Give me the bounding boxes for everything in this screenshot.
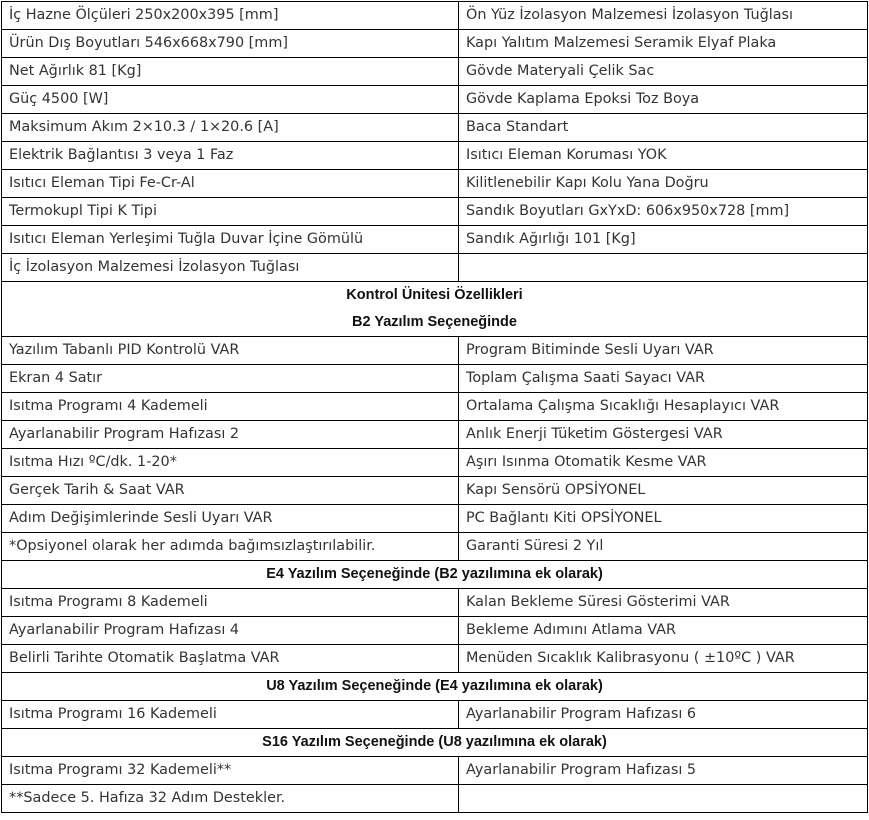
spec-cell-right: Menüden Sıcaklık Kalibrasyonu ( ±10ºC ) VAR: [459, 645, 868, 673]
spec-cell-right: PC Bağlantı Kiti OPSİYONEL: [459, 505, 868, 533]
spec-cell-right: [459, 254, 868, 282]
spec-row: [2, 785, 868, 813]
spec-cell-left: Net Ağırlık 81 [Kg]: [2, 58, 459, 86]
spec-row: [2, 505, 868, 533]
section-header: S16 Yazılım Seçeneğinde (U8 yazılımına ek olarak): [2, 729, 868, 757]
spec-cell-left: İç Hazne Ölçüleri 250x200x395 [mm]: [2, 2, 459, 30]
spec-cell-right: Sandık Ağırlığı 101 [Kg]: [459, 226, 868, 254]
spec-cell-right: Anlık Enerji Tüketim Göstergesi VAR: [459, 421, 868, 449]
spec-cell-left: Isıtıcı Eleman Tipi Fe-Cr-Al: [2, 170, 459, 198]
spec-cell-right: Kapı Yalıtım Malzemesi Seramik Elyaf Plaka: [459, 30, 868, 58]
spec-row: [2, 58, 868, 86]
spec-cell-right: Ön Yüz İzolasyon Malzemesi İzolasyon Tuğlası: [459, 2, 868, 30]
spec-cell-left: Belirli Tarihte Otomatik Başlatma VAR: [2, 645, 459, 673]
section-header: B2 Yazılım Seçeneğinde: [2, 309, 868, 337]
spec-cell-left: Elektrik Bağlantısı 3 veya 1 Faz: [2, 142, 459, 170]
spec-cell-right: Isıtıcı Eleman Koruması YOK: [459, 142, 868, 170]
spec-row: [2, 757, 868, 785]
spec-cell-left: Isıtma Hızı ºC/dk. 1-20*: [2, 449, 459, 477]
spec-row: [2, 617, 868, 645]
section-header-row: [2, 309, 868, 337]
spec-table: [1, 1, 868, 813]
spec-cell-right: Ayarlanabilir Program Hafızası 6: [459, 701, 868, 729]
section-header: Kontrol Ünitesi Özellikleri: [2, 282, 868, 310]
spec-cell-left: Ekran 4 Satır: [2, 365, 459, 393]
spec-cell-left: İç İzolasyon Malzemesi İzolasyon Tuğlası: [2, 254, 459, 282]
spec-row: [2, 645, 868, 673]
spec-cell-left: Isıtıcı Eleman Yerleşimi Tuğla Duvar İçine Gömülü: [2, 226, 459, 254]
spec-cell-left: *Opsiyonel olarak her adımda bağımsızlaştırılabilir.: [2, 533, 459, 561]
spec-row: [2, 142, 868, 170]
spec-cell-left: Ürün Dış Boyutları 546x668x790 [mm]: [2, 30, 459, 58]
section-header-row: [2, 561, 868, 589]
spec-cell-left: Ayarlanabilir Program Hafızası 4: [2, 617, 459, 645]
spec-row: [2, 86, 868, 114]
spec-cell-right: Toplam Çalışma Saati Sayacı VAR: [459, 365, 868, 393]
spec-cell-left: Adım Değişimlerinde Sesli Uyarı VAR: [2, 505, 459, 533]
spec-cell-right: Kapı Sensörü OPSİYONEL: [459, 477, 868, 505]
spec-cell-left: Isıtma Programı 16 Kademeli: [2, 701, 459, 729]
spec-cell-left: Ayarlanabilir Program Hafızası 2: [2, 421, 459, 449]
spec-row: [2, 198, 868, 226]
spec-row: [2, 170, 868, 198]
spec-cell-left: Isıtma Programı 4 Kademeli: [2, 393, 459, 421]
spec-cell-right: Baca Standart: [459, 114, 868, 142]
spec-cell-left: Isıtma Programı 8 Kademeli: [2, 589, 459, 617]
spec-cell-right: Aşırı Isınma Otomatik Kesme VAR: [459, 449, 868, 477]
spec-row: [2, 114, 868, 142]
spec-table-body: [2, 2, 868, 813]
spec-cell-right: Gövde Materyali Çelik Sac: [459, 58, 868, 86]
spec-row: [2, 393, 868, 421]
spec-row: [2, 477, 868, 505]
spec-cell-right: Sandık Boyutları GxYxD: 606x950x728 [mm]: [459, 198, 868, 226]
spec-row: [2, 421, 868, 449]
spec-row: [2, 30, 868, 58]
section-header-row: [2, 673, 868, 701]
spec-cell-left: **Sadece 5. Hafıza 32 Adım Destekler.: [2, 785, 459, 813]
spec-row: [2, 2, 868, 30]
spec-row: [2, 701, 868, 729]
spec-row: [2, 449, 868, 477]
spec-cell-left: Isıtma Programı 32 Kademeli**: [2, 757, 459, 785]
spec-cell-right: Kalan Bekleme Süresi Gösterimi VAR: [459, 589, 868, 617]
spec-cell-left: Maksimum Akım 2×10.3 / 1×20.6 [A]: [2, 114, 459, 142]
spec-cell-left: Güç 4500 [W]: [2, 86, 459, 114]
spec-cell-right: Ortalama Çalışma Sıcaklığı Hesaplayıcı VAR: [459, 393, 868, 421]
spec-cell-right: Gövde Kaplama Epoksi Toz Boya: [459, 86, 868, 114]
spec-row: [2, 365, 868, 393]
spec-row: [2, 337, 868, 365]
spec-cell-right: [459, 785, 868, 813]
spec-row: [2, 533, 868, 561]
spec-cell-left: Termokupl Tipi K Tipi: [2, 198, 459, 226]
spec-cell-left: Yazılım Tabanlı PID Kontrolü VAR: [2, 337, 459, 365]
section-header-row: [2, 729, 868, 757]
section-header-row: [2, 282, 868, 310]
section-header: E4 Yazılım Seçeneğinde (B2 yazılımına ek olarak): [2, 561, 868, 589]
spec-row: [2, 589, 868, 617]
spec-cell-right: Kilitlenebilir Kapı Kolu Yana Doğru: [459, 170, 868, 198]
spec-cell-left: Gerçek Tarih & Saat VAR: [2, 477, 459, 505]
spec-cell-right: Program Bitiminde Sesli Uyarı VAR: [459, 337, 868, 365]
spec-cell-right: Ayarlanabilir Program Hafızası 5: [459, 757, 868, 785]
spec-row: [2, 226, 868, 254]
section-header: U8 Yazılım Seçeneğinde (E4 yazılımına ek olarak): [2, 673, 868, 701]
spec-row: [2, 254, 868, 282]
spec-cell-right: Garanti Süresi 2 Yıl: [459, 533, 868, 561]
spec-cell-right: Bekleme Adımını Atlama VAR: [459, 617, 868, 645]
